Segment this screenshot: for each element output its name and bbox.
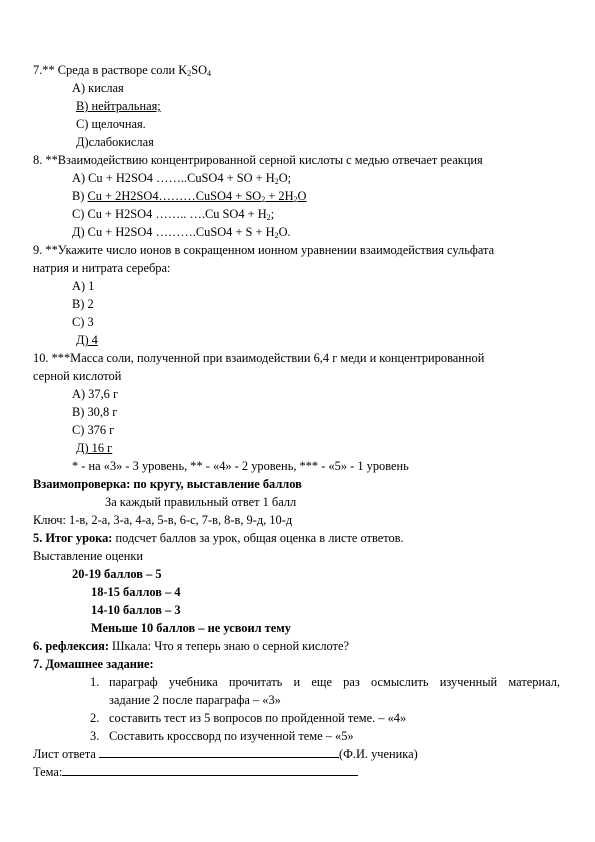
lesson-summary-text: подсчет баллов за урок, общая оценка в листе ответов. <box>112 531 404 545</box>
q8-b-end: O <box>297 189 307 203</box>
q8-c-sub: 2 <box>266 213 271 222</box>
q8-b-underlined <box>88 189 307 203</box>
q7-option-a: А) кислая <box>72 81 124 95</box>
homework-item-1-num: 1. <box>90 675 100 689</box>
q8-option-a <box>72 170 291 186</box>
q9-option-a: А) 1 <box>72 279 95 293</box>
grade-4: 18-15 баллов – 4 <box>91 585 181 599</box>
q10-option-b: В) 30,8 г <box>72 405 118 419</box>
q8-a-end: O; <box>278 171 292 185</box>
homework-item-1-line-1: параграф учебника прочитать и еще раз осмыслить изученный материал, <box>109 675 560 689</box>
q7-sub-2: 4 <box>207 69 212 78</box>
q8-d-sub: 2 <box>274 231 279 240</box>
homework-item-1-line-2: задание 2 после параграфа – «3» <box>109 693 281 707</box>
q7-option-d: Д)слабокислая <box>76 135 154 149</box>
q7-title <box>33 62 211 78</box>
q8-d-end: O. <box>278 225 291 239</box>
q7-option-c: С) щелочная. <box>76 117 146 131</box>
q8-option-d <box>72 224 291 240</box>
answer-sheet-label: Лист ответа <box>33 747 96 761</box>
levels-note: * - на «3» - 3 уровень, ** - «4» - 2 уровень, *** - «5» - 1 уровень <box>72 459 409 473</box>
answer-sheet-line <box>33 746 418 762</box>
q8-c-text: С) Cu + H2SO4 …….. ….Cu SO4 + H <box>72 207 267 221</box>
q9-option-c: С) 3 <box>72 315 94 329</box>
lesson-summary <box>33 530 404 546</box>
q8-a-text: А) Cu + H2SO4 ……..CuSO4 + SO + H <box>72 171 275 185</box>
student-name-blank[interactable] <box>99 746 339 758</box>
topic-line <box>33 764 358 780</box>
q7-title-mid: SO <box>191 63 208 77</box>
q9-title-line-2: натрия и нитрата серебра: <box>33 261 171 275</box>
q8-b-sub-1: 2 <box>261 195 266 204</box>
q8-c-end: ; <box>270 207 275 221</box>
topic-blank[interactable] <box>62 764 358 776</box>
q10-option-c: С) 376 г <box>72 423 115 437</box>
q8-option-b-correct <box>72 188 307 204</box>
homework-item-3: Составить кроссворд по изученной теме – «5» <box>109 729 354 743</box>
reflection <box>33 638 349 654</box>
topic-label: Тема: <box>33 765 63 779</box>
reflection-label: 6. рефлексия: <box>33 639 109 653</box>
peer-check-title: Взаимопроверка: по кругу, выставление баллов <box>33 477 302 491</box>
homework-item-3-num: 3. <box>90 729 100 743</box>
answer-key: Ключ: 1-в, 2-а, 3-а, 4-а, 5-в, 6-с, 7-в, 8-в, 9-д, 10-д <box>33 513 293 527</box>
q9-option-d-text: Д) 4 <box>76 333 98 347</box>
homework-item-2: составить тест из 5 вопросов по пройденной теме. – «4» <box>109 711 407 725</box>
homework-title: 7. Домашнее задание: <box>33 657 154 671</box>
q8-b-sub-2: 2 <box>293 195 298 204</box>
answer-sheet-suffix: (Ф.И. ученика) <box>338 747 418 761</box>
q8-title: 8. **Взаимодействию концентрированной серной кислоты с медью отвечает реакция <box>33 153 483 167</box>
q8-b-text: Cu + 2H2SO4………CuSO4 + SO <box>87 189 262 203</box>
q8-option-c <box>72 206 274 222</box>
grade-5: 20-19 баллов – 5 <box>72 567 162 581</box>
q10-option-d-text: Д) 16 г <box>76 441 113 455</box>
q8-b-mid: + 2H <box>265 189 294 203</box>
q8-a-sub: 2 <box>274 177 279 186</box>
q7-sub-1: 2 <box>187 69 192 78</box>
q7-option-b-text: В) нейтральная; <box>76 99 161 113</box>
q7-title-text: 7.** Среда в растворе соли K <box>33 63 188 77</box>
lesson-summary-label: 5. Итог урока: <box>33 531 113 545</box>
q8-b-prefix: В) <box>72 189 88 203</box>
grade-3: 14-10 баллов – 3 <box>91 603 181 617</box>
per-answer-note: За каждый правильный ответ 1 балл <box>105 495 297 509</box>
q10-title-line-2: серной кислотой <box>33 369 122 383</box>
q10-option-a: А) 37,6 г <box>72 387 119 401</box>
q9-title-line-1: 9. **Укажите число ионов в сокращенном ионном уравнении взаимодействия сульфата <box>33 243 495 257</box>
grading-title: Выставление оценки <box>33 549 143 563</box>
homework-item-2-num: 2. <box>90 711 100 725</box>
q8-d-text: Д) Cu + H2SO4 ……….CuSO4 + S + H <box>72 225 275 239</box>
reflection-text: Шкала: Что я теперь знаю о серной кислоте? <box>108 639 349 653</box>
q10-title-line-1: 10. ***Масса соли, полученной при взаимодействии 6,4 г меди и концентрированной <box>33 351 485 365</box>
grade-fail: Меньше 10 баллов – не усвоил тему <box>91 621 291 635</box>
q9-option-b: В) 2 <box>72 297 94 311</box>
q9-option-d-correct <box>76 332 98 348</box>
q7-option-b-correct <box>76 98 161 114</box>
q10-option-d-correct <box>76 440 112 456</box>
